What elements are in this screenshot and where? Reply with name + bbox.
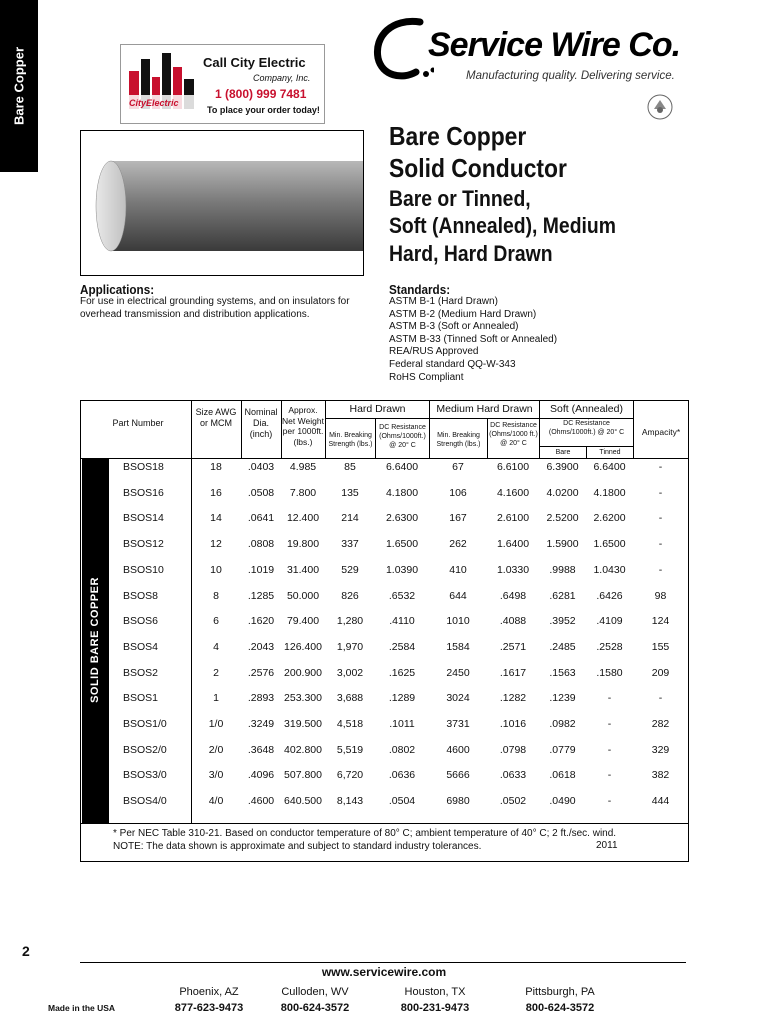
cell-soft-tinned: -: [607, 718, 612, 730]
cell-med-min-break: 67: [452, 461, 464, 473]
location-phone: 800-231-9473: [400, 1002, 470, 1014]
cell-hard-dc-res: 2.6300: [385, 512, 419, 525]
cell-diameter: .2043: [247, 640, 275, 653]
cell-hard-min-break: 6,720: [336, 769, 364, 782]
cell-med-dc-res: .4088: [499, 615, 527, 628]
cell-hard-dc-res: 1.6500: [385, 538, 419, 551]
cell-med-dc-res: .6498: [499, 589, 527, 602]
cell-weight: 319.500: [284, 718, 322, 730]
cell-soft-tinned: .2528: [596, 640, 623, 653]
cell-diameter: .2893: [247, 692, 275, 705]
header-ampacity: Ampacity*: [641, 427, 681, 437]
standard-item: ASTM B-1 (Hard Drawn): [389, 296, 498, 307]
cell-size: 4/0: [208, 795, 224, 808]
cell-soft-tinned: 2.6200: [593, 512, 626, 525]
cell-part-number: BSOS16: [123, 486, 164, 499]
cell-hard-min-break: 1,970: [336, 640, 364, 653]
copper-wire-icon: [81, 131, 363, 275]
cell-soft-bare: .1239: [549, 692, 576, 705]
cell-size: 14: [210, 512, 222, 525]
table-side-label: SOLID BARE COPPER: [89, 577, 101, 703]
product-title-line1: Bare Copper: [389, 121, 527, 151]
dealer-logo-text: CityElectric: [129, 98, 179, 108]
note-nec: * Per NEC Table 310-21. Based on conductor temperature of 80° C; ambient temperature of 40° C; 2 ft./sec. wind.: [113, 828, 617, 839]
cell-hard-min-break: 5,519: [336, 743, 364, 756]
cell-weight: 640.500: [284, 795, 322, 808]
header-hard-dc-res: DC Resistance (Ohms/1000ft.) @ 20° C: [379, 424, 426, 449]
cell-soft-tinned: .4109: [596, 615, 623, 628]
cell-med-dc-res: .1617: [499, 666, 527, 679]
brand-name: Service Wire Co.: [428, 26, 681, 64]
cell-ampacity: 155: [651, 640, 670, 653]
cell-part-number: BSOS2/0: [123, 743, 167, 756]
cell-soft-tinned: 4.1800: [593, 486, 626, 499]
cell-diameter: .0641: [247, 512, 275, 525]
cell-med-min-break: 3024: [446, 692, 470, 705]
cell-med-dc-res: .0798: [499, 743, 527, 756]
cell-weight: 12.400: [286, 512, 320, 525]
cell-hard-dc-res: .0802: [388, 743, 416, 756]
cell-weight: 4.985: [289, 461, 317, 473]
cell-hard-min-break: 3,002: [336, 666, 364, 679]
cell-diameter: .3648: [247, 743, 275, 756]
cell-size: 2/0: [208, 743, 224, 756]
applications-text: For use in electrical grounding systems, and on insulators for overhead transmission and distribution applications.: [80, 296, 350, 320]
cell-med-min-break: 3731: [446, 718, 470, 730]
cell-size: 12: [210, 538, 222, 551]
cell-diameter: .4096: [247, 769, 275, 782]
cell-med-dc-res: 6.6100: [496, 461, 530, 473]
cell-hard-dc-res: 6.6400: [385, 461, 419, 473]
standard-item: ASTM B-3 (Soft or Annealed): [389, 321, 519, 333]
cell-med-dc-res: .1282: [499, 692, 527, 705]
product-subtitle-line3: Hard, Hard Drawn: [389, 241, 553, 266]
cell-med-min-break: 262: [449, 538, 467, 551]
spec-table: [80, 400, 689, 862]
cell-ampacity: 282: [651, 718, 670, 730]
cell-soft-bare: .0490: [549, 795, 576, 808]
cell-part-number: BSOS18: [123, 461, 164, 473]
standard-item: ASTM B-33 (Tinned Soft or Annealed): [389, 333, 558, 345]
cell-weight: 126.400: [284, 640, 322, 653]
cell-size: 10: [210, 563, 222, 576]
location-city: Phoenix, AZ: [179, 986, 239, 998]
dealer-ad: [120, 44, 325, 124]
cell-part-number: BSOS12: [123, 538, 164, 551]
location-phone: 800-624-3572: [525, 1002, 595, 1014]
header-med-dc-res: DC Resistance (Ohms/1000 ft.) @ 20° C: [489, 422, 538, 447]
cell-soft-tinned: -: [607, 795, 612, 808]
header-rule: [81, 458, 688, 459]
cell-weight: 507.800: [284, 769, 322, 782]
dealer-order-text: To place your order today!: [207, 105, 320, 115]
cell-soft-bare: 2.5200: [546, 512, 579, 525]
cell-diameter: .2576: [247, 666, 275, 679]
standard-item: ASTM B-2 (Medium Hard Drawn): [389, 308, 537, 320]
cell-ampacity: -: [658, 486, 663, 499]
header-med-min-break: Min. Breaking Strength (lbs.): [436, 432, 481, 448]
cell-hard-dc-res: .0636: [388, 769, 416, 782]
product-image-frame: [80, 130, 364, 276]
cell-soft-bare: .6281: [549, 589, 576, 602]
location-phone: 877-623-9473: [174, 1002, 244, 1014]
cell-med-min-break: 4600: [446, 743, 470, 756]
cell-size: 2: [213, 666, 219, 679]
cell-ampacity: 444: [651, 795, 670, 808]
cell-med-min-break: 1010: [446, 615, 470, 628]
cell-med-min-break: 410: [449, 563, 467, 576]
cell-diameter: .0508: [247, 486, 275, 499]
cell-soft-tinned: .6426: [596, 589, 623, 602]
cell-part-number: BSOS4/0: [123, 795, 167, 808]
cell-hard-min-break: 1,280: [336, 615, 364, 628]
page-number: 2: [22, 943, 30, 959]
cell-weight: 253.300: [284, 692, 322, 705]
cell-ampacity: 98: [654, 589, 667, 602]
cell-med-dc-res: 4.1600: [496, 486, 530, 499]
cell-hard-min-break: 337: [341, 538, 359, 551]
service-wire-logo-icon: [370, 14, 434, 84]
footer-rule: [80, 962, 686, 963]
cell-diameter: .1620: [247, 615, 275, 628]
cell-ampacity: 209: [651, 666, 670, 679]
cell-med-dc-res: 1.0330: [496, 563, 530, 576]
location-phone: 800-624-3572: [280, 1002, 350, 1014]
cell-hard-min-break: 214: [341, 512, 359, 525]
cell-med-dc-res: .0502: [499, 795, 527, 808]
cell-hard-min-break: 826: [341, 589, 359, 602]
cell-part-number: BSOS4: [123, 640, 159, 653]
header-hard-drawn: Hard Drawn: [349, 403, 406, 415]
cell-ampacity: -: [658, 692, 663, 705]
header-medium-hard: Medium Hard Drawn: [436, 403, 533, 415]
cell-soft-tinned: 1.6500: [593, 538, 626, 551]
cell-med-min-break: 167: [449, 512, 467, 525]
cell-size: 18: [210, 461, 222, 473]
cell-hard-dc-res: .0504: [388, 795, 416, 808]
location-city: Pittsburgh, PA: [525, 986, 595, 998]
cell-size: 8: [213, 589, 219, 602]
cell-soft-bare: .2485: [549, 640, 576, 653]
dealer-name: Call City Electric: [203, 55, 306, 70]
cell-hard-dc-res: 1.0390: [385, 563, 419, 576]
cell-diameter: .0403: [247, 461, 275, 473]
cell-med-min-break: 644: [449, 589, 467, 602]
header-soft-dc-res: DC Resistance (Ohms/1000ft.) @ 20° C: [548, 420, 625, 436]
cell-med-min-break: 1584: [446, 640, 470, 653]
cell-med-dc-res: .0633: [499, 769, 527, 782]
cell-hard-dc-res: .4110: [389, 615, 415, 628]
cell-ampacity: 382: [651, 769, 670, 782]
header-weight: Approx. Net Weight per 1000ft. (lbs.): [282, 405, 324, 447]
cell-hard-min-break: 4,518: [336, 718, 364, 730]
cell-med-dc-res: 1.6400: [496, 538, 530, 551]
header-part-number: Part Number: [112, 418, 164, 428]
cell-soft-bare: 4.0200: [546, 486, 579, 499]
standard-item: Federal standard QQ-W-343: [389, 358, 516, 370]
product-subtitle-line2: Soft (Annealed), Medium: [389, 213, 616, 238]
cell-hard-min-break: 85: [344, 461, 356, 473]
cell-diameter: .1285: [247, 589, 275, 602]
cell-diameter: .3249: [247, 718, 275, 730]
cell-hard-dc-res: .1625: [388, 666, 416, 679]
revision-year: 2011: [596, 840, 618, 851]
cell-weight: 200.900: [284, 666, 322, 679]
cell-weight: 402.800: [284, 743, 322, 756]
cell-soft-tinned: .1580: [596, 666, 623, 679]
section-tab-label: Bare Copper: [11, 46, 27, 126]
cell-hard-min-break: 135: [341, 486, 359, 499]
table-side-band: [82, 458, 109, 823]
cell-hard-dc-res: .1011: [389, 718, 415, 730]
cell-weight: 79.400: [286, 615, 320, 628]
cell-soft-tinned: -: [607, 769, 612, 782]
header-diameter: Nominal Dia. (inch): [244, 407, 278, 439]
cell-med-min-break: 6980: [446, 795, 470, 808]
section-tab: [0, 0, 38, 172]
cell-med-min-break: 2450: [446, 666, 470, 679]
cell-soft-bare: .1563: [549, 666, 576, 679]
standards-list: [389, 296, 557, 384]
cell-diameter: .0808: [247, 538, 275, 551]
cell-soft-bare: .0982: [549, 718, 576, 730]
cell-ampacity: 124: [651, 615, 670, 628]
made-in-usa: Made in the USA: [48, 1003, 116, 1013]
cell-soft-bare: 1.5900: [546, 538, 579, 551]
cell-weight: 7.800: [289, 486, 317, 499]
cell-med-min-break: 5666: [446, 769, 470, 782]
applications-heading: Applications:: [80, 282, 155, 297]
header-soft-annealed: Soft (Annealed): [550, 403, 623, 415]
cell-med-min-break: 106: [449, 486, 467, 499]
cell-soft-bare: .9988: [549, 563, 576, 576]
dealer-phone: 1 (800) 999 7481: [215, 87, 307, 101]
cell-part-number: BSOS8: [123, 589, 159, 602]
cell-ampacity: -: [658, 461, 663, 473]
location-city: Houston, TX: [404, 986, 466, 998]
city-skyline-icon: [125, 49, 203, 119]
cell-med-dc-res: 2.6100: [496, 512, 530, 525]
cell-med-dc-res: .2571: [499, 640, 527, 653]
location-city: Culloden, WV: [281, 986, 349, 998]
header-size: Size AWG or MCM: [195, 407, 237, 428]
cell-size: 1: [213, 692, 219, 705]
cell-hard-dc-res: .2584: [388, 640, 416, 653]
cell-soft-tinned: 1.0430: [593, 563, 626, 576]
cell-weight: 31.400: [286, 563, 320, 576]
product-subtitle-line1: Bare or Tinned,: [389, 186, 531, 211]
cell-part-number: BSOS2: [123, 666, 159, 679]
note-tolerance: NOTE: The data shown is approximate and subject to standard industry tolerances.: [113, 840, 482, 852]
cell-ampacity: -: [658, 512, 663, 525]
cell-soft-tinned: 6.6400: [593, 461, 626, 473]
header-tinned: Tinned: [599, 449, 621, 456]
cell-soft-tinned: -: [607, 692, 612, 705]
cell-hard-dc-res: 4.1800: [385, 486, 419, 499]
product-title-line2: Solid Conductor: [389, 153, 567, 183]
cell-part-number: BSOS1: [123, 692, 159, 705]
cell-hard-min-break: 529: [341, 563, 359, 576]
cell-weight: 50.000: [286, 589, 320, 602]
header-hard-min-break: Min. Breaking Strength (lbs.): [328, 432, 373, 448]
website-link[interactable]: www.servicewire.com: [321, 965, 447, 979]
cell-diameter: .1019: [247, 563, 275, 576]
body-rule: [81, 823, 688, 824]
cell-size: 3/0: [208, 769, 224, 782]
cell-hard-dc-res: .6532: [388, 589, 416, 602]
standard-item: RoHS Compliant: [389, 371, 464, 383]
cell-size: 4: [213, 640, 219, 653]
cell-part-number: BSOS1/0: [123, 718, 167, 730]
cell-size: 1/0: [208, 718, 224, 730]
cell-soft-bare: .0618: [549, 769, 576, 782]
cell-part-number: BSOS6: [123, 615, 159, 628]
cell-ampacity: 329: [651, 743, 670, 756]
cell-soft-bare: .0779: [549, 743, 576, 756]
cell-soft-bare: 6.3900: [546, 461, 579, 473]
header-bare: Bare: [555, 449, 571, 456]
cell-weight: 19.800: [286, 538, 320, 551]
cell-soft-bare: .3952: [549, 615, 576, 628]
standards-heading: Standards:: [389, 282, 451, 297]
cell-soft-tinned: -: [607, 743, 612, 756]
certification-seal-icon: [645, 92, 675, 122]
cell-size: 16: [210, 486, 222, 499]
cell-hard-min-break: 8,143: [336, 795, 364, 808]
cell-part-number: BSOS14: [123, 512, 164, 525]
cell-hard-dc-res: .1289: [388, 692, 416, 705]
cell-ampacity: -: [658, 538, 663, 551]
standard-item: REA/RUS Approved: [389, 346, 479, 358]
cell-ampacity: -: [658, 563, 663, 576]
dealer-company: Company, Inc.: [253, 73, 311, 83]
brand-tagline: Manufacturing quality. Delivering service.: [466, 70, 675, 82]
cell-size: 6: [213, 615, 219, 628]
cell-med-dc-res: .1016: [499, 718, 527, 730]
group-rule: [325, 418, 633, 419]
cell-hard-min-break: 3,688: [336, 692, 364, 705]
cell-part-number: BSOS10: [123, 563, 164, 576]
cell-part-number: BSOS3/0: [123, 769, 167, 782]
cell-diameter: .4600: [247, 795, 275, 808]
